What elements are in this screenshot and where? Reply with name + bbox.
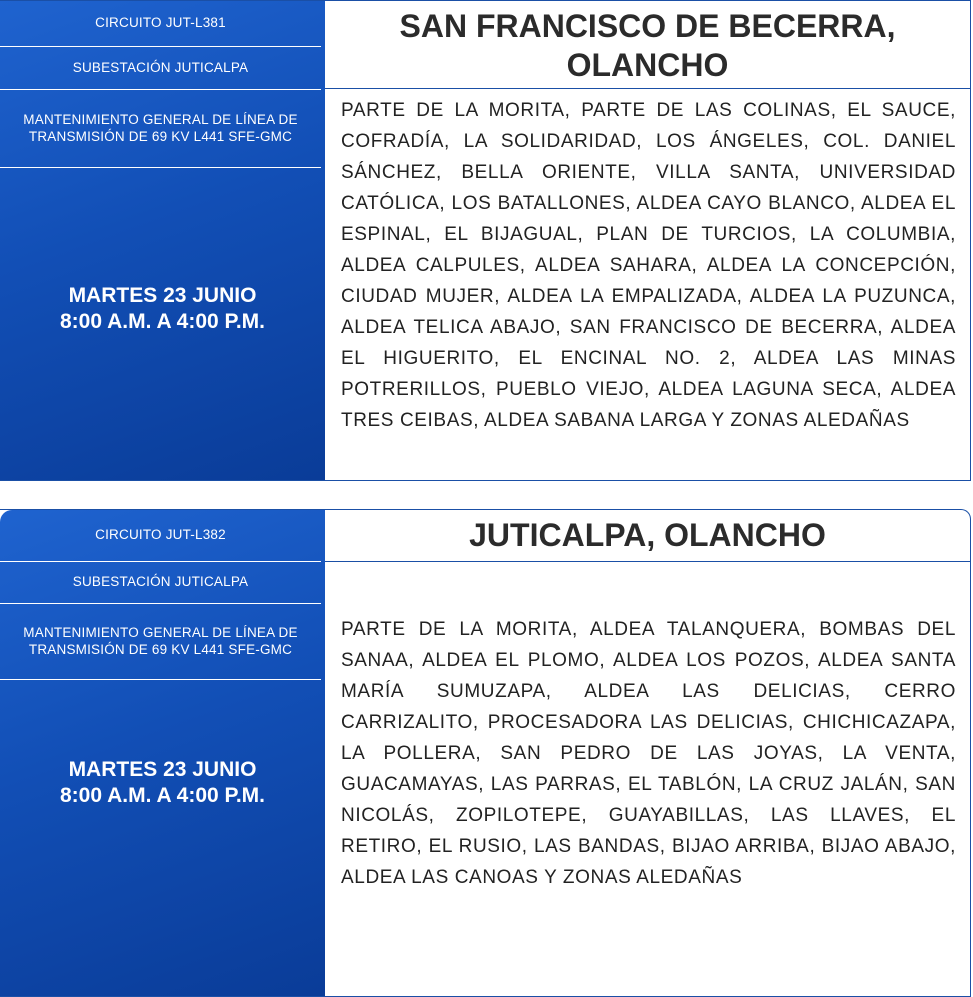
outage-date: MARTES 23 JUNIO [68,757,257,781]
substation-label: SUBESTACIÓN JUTICALPA [0,562,321,604]
outage-time: 8:00 A.M. A 4:00 P.M. [59,784,266,807]
schedule-block [0,168,325,480]
outage-time: 8:00 A.M. A 4:00 P.M. [59,310,266,333]
substation-label: SUBESTACIÓN JUTICALPA [0,47,321,90]
outage-card-2 [0,509,971,997]
circuit-label: CIRCUITO JUT-L381 [0,1,321,47]
work-description: MANTENIMIENTO GENERAL DE LÍNEA DE TRANSMISIÓN DE 69 KV L441 SFE-GMC [0,90,321,168]
outage-detail-panel [325,510,970,996]
location-title-line-2: OLANCHO [566,46,729,83]
location-title-line-1: JUTICALPA, OLANCHO [469,517,826,554]
location-title [325,1,970,89]
affected-zones: PARTE DE LA MORITA, PARTE DE LAS COLINAS, EL SAUCE, COFRADÍA, LA SOLIDARIDAD, LOS ÁNGELES, COL. DANIEL SÁNCHEZ, BELLA ORIENTE, VILLA SANTA, UNIVERSIDAD CATÓLICA, LOS BATALLONES, ALDEA CAYO BLANCO, ALDEA EL ESPINAL, EL BIJAGUAL, PLAN DE TURCIOS, LA COLUMBIA, ALDEA CALPULES, ALDEA SAHARA, ALDEA LA CONCEPCIÓN, CIUDAD MUJER, ALDEA LA EMPALIZADA, ALDEA LA PUZUNCA, ALDEA TELICA ABAJO, SAN FRANCISCO DE BECERRA, ALDEA EL HIGUERITO, EL ENCINAL NO. 2, ALDEA LAS MINAS POTRERILLOS, PUEBLO VIEJO, ALDEA LAGUNA SECA, ALDEA TRES CEIBAS, ALDEA SABANA LARGA Y ZONAS ALEDAÑAS [341,100,956,431]
outage-card-1 [0,0,971,481]
outage-info-panel [0,1,325,480]
location-title-line-1: SAN FRANCISCO DE BECERRA, [399,8,896,45]
outage-date: MARTES 23 JUNIO [68,283,257,307]
location-title [325,510,970,562]
circuit-label: CIRCUITO JUT-L382 [0,510,321,562]
outage-info-panel [0,510,325,996]
work-description: MANTENIMIENTO GENERAL DE LÍNEA DE TRANSMISIÓN DE 69 KV L441 SFE-GMC [0,604,321,680]
schedule-block [0,680,325,996]
outage-detail-panel [325,1,970,480]
affected-zones: PARTE DE LA MORITA, ALDEA TALANQUERA, BOMBAS DEL SANAA, ALDEA EL PLOMO, ALDEA LOS POZOS, ALDEA SANTA MARÍA SUMUZAPA, ALDEA LAS DELICIAS, CERRO CARRIZALITO, PROCESADORA LAS DELICIAS, CHICHICAZAPA, LA POLLERA, SAN PEDRO DE LAS JOYAS, LA VENTA, GUACAMAYAS, LAS PARRAS, EL TABLÓN, LA CRUZ JALÁN, SAN NICOLÁS, ZOPILOTEPE, GUAYABILLAS, LAS LLAVES, EL RETIRO, EL RUSIO, LAS BANDAS, BIJAO ARRIBA, BIJAO ABAJO, ALDEA LAS CANOAS Y ZONAS ALEDAÑAS [341,619,956,888]
